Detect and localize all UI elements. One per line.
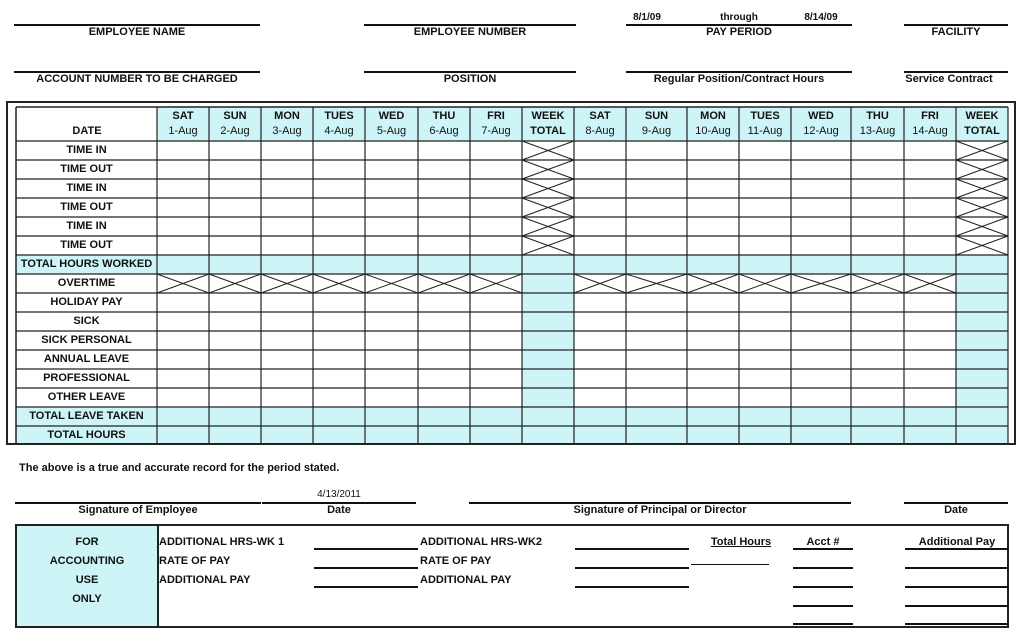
total-row-shading-15 bbox=[16, 426, 1008, 443]
acct-line-4[interactable] bbox=[793, 605, 853, 607]
add-hrs-wk2-label: ADDITIONAL HRS-WK2 bbox=[420, 536, 543, 548]
total-hours-col-label: Total Hours bbox=[710, 536, 772, 548]
rate-of-pay-2-label: RATE OF PAY bbox=[420, 555, 492, 567]
add-hrs-wk1-line[interactable] bbox=[314, 548, 418, 550]
acct-for: FOR bbox=[75, 536, 99, 548]
day-name-header: TUES bbox=[324, 110, 354, 122]
service-contract-label: Service Contract bbox=[905, 73, 993, 85]
day-date-header: 4-Aug bbox=[324, 125, 354, 137]
principal-signature-label: Signature of Principal or Director bbox=[573, 504, 747, 516]
add-pay-line-4[interactable] bbox=[905, 605, 1009, 607]
regular-position-label: Regular Position/Contract Hours bbox=[653, 73, 825, 85]
additional-pay-1-label: ADDITIONAL PAY bbox=[159, 574, 251, 586]
accounting-box bbox=[15, 524, 1009, 628]
employee-number-label: EMPLOYEE NUMBER bbox=[413, 26, 527, 38]
row-label: TOTAL LEAVE TAKEN bbox=[29, 410, 144, 422]
day-name-header: SAT bbox=[589, 110, 611, 122]
day-name-header: SAT bbox=[172, 110, 194, 122]
day-date-header: 9-Aug bbox=[641, 125, 672, 137]
row-label: ANNUAL LEAVE bbox=[43, 353, 130, 365]
account-number-label: ACCOUNT NUMBER TO BE CHARGED bbox=[36, 73, 238, 85]
row-label: OVERTIME bbox=[57, 277, 116, 289]
acct-number-col-label: Acct # bbox=[806, 536, 840, 548]
rate-of-pay-1-label: RATE OF PAY bbox=[159, 555, 231, 567]
row-label: OTHER LEAVE bbox=[47, 391, 126, 403]
day-name-header: MON bbox=[700, 110, 726, 122]
period-end[interactable]: 8/14/09 bbox=[804, 12, 838, 23]
acct-line-3[interactable] bbox=[793, 586, 853, 588]
day-name-header: THU bbox=[432, 110, 456, 122]
day-date-header: 10-Aug bbox=[695, 125, 731, 137]
row-label: TIME OUT bbox=[60, 163, 113, 175]
day-date-header: 5-Aug bbox=[376, 125, 407, 137]
additional-pay-2-line[interactable] bbox=[575, 586, 689, 588]
acct-use: USE bbox=[75, 574, 99, 586]
day-name-header: THU bbox=[866, 110, 889, 122]
row-label: TOTAL HOURS WORKED bbox=[20, 258, 153, 270]
day-date-header: 11-Aug bbox=[747, 125, 783, 137]
acct-line-5[interactable] bbox=[793, 623, 853, 625]
total-hours-line[interactable] bbox=[691, 564, 769, 565]
add-hrs-wk1-label: ADDITIONAL HRS-WK 1 bbox=[159, 536, 285, 548]
day-date-header: 8-Aug bbox=[585, 125, 615, 137]
total-row-shading-6 bbox=[16, 255, 1008, 274]
day-date-header: 13-Aug bbox=[859, 125, 896, 137]
add-pay-line-1[interactable] bbox=[905, 548, 1009, 550]
day-name-header: WED bbox=[378, 110, 405, 122]
day-name-header: WEEK bbox=[965, 110, 999, 122]
day-date-header: 3-Aug bbox=[272, 125, 302, 137]
rate-of-pay-1-line[interactable] bbox=[314, 567, 418, 569]
day-date-header: 7-Aug bbox=[481, 125, 511, 137]
employee-signature-label: Signature of Employee bbox=[78, 504, 198, 516]
signature-date-value[interactable]: 4/13/2011 bbox=[317, 489, 361, 500]
day-name-header: SUN bbox=[644, 110, 669, 122]
add-pay-line-5[interactable] bbox=[905, 623, 1009, 625]
certification-text: The above is a true and accurate record for the period stated. bbox=[19, 462, 340, 474]
additional-pay-1-line[interactable] bbox=[314, 586, 418, 588]
row-label: TIME OUT bbox=[60, 201, 113, 213]
acct-line-2[interactable] bbox=[793, 567, 853, 569]
row-label: TOTAL HOURS bbox=[47, 429, 126, 441]
day-date-header: 12-Aug bbox=[803, 125, 839, 137]
principal-date-label: Date bbox=[944, 504, 968, 516]
acct-only: ONLY bbox=[72, 593, 102, 605]
row-label: TIME OUT bbox=[60, 239, 113, 251]
facility-label: FACILITY bbox=[931, 26, 981, 38]
additional-pay-col-label: Additional Pay bbox=[918, 536, 996, 548]
day-name-header: WED bbox=[808, 110, 834, 122]
timesheet-grid bbox=[6, 101, 1016, 445]
period-start[interactable]: 8/1/09 bbox=[633, 12, 661, 23]
row-label: TIME IN bbox=[66, 144, 107, 156]
acct-accounting: ACCOUNTING bbox=[49, 555, 125, 567]
day-date-header: 2-Aug bbox=[220, 125, 250, 137]
total-row-shading-14 bbox=[16, 407, 1008, 426]
signature-date-label: Date bbox=[327, 504, 351, 516]
day-name-header: MON bbox=[274, 110, 300, 122]
date-header: DATE bbox=[72, 125, 102, 137]
day-name-header: FRI bbox=[487, 110, 505, 122]
position-label: POSITION bbox=[443, 73, 497, 85]
row-label: HOLIDAY PAY bbox=[50, 296, 123, 308]
row-label: SICK PERSONAL bbox=[41, 334, 132, 346]
day-name-header: TUES bbox=[750, 110, 780, 122]
add-hrs-wk2-line[interactable] bbox=[575, 548, 689, 550]
add-pay-line-3[interactable] bbox=[905, 586, 1009, 588]
day-name-header: FRI bbox=[921, 110, 939, 122]
row-label: SICK bbox=[73, 315, 100, 327]
day-date-header: TOTAL bbox=[530, 125, 566, 137]
day-name-header: SUN bbox=[223, 110, 247, 122]
row-label: TIME IN bbox=[66, 220, 107, 232]
day-date-header: 6-Aug bbox=[429, 125, 459, 137]
row-label: TIME IN bbox=[66, 182, 107, 194]
add-pay-line-2[interactable] bbox=[905, 567, 1009, 569]
pay-period-label: PAY PERIOD bbox=[706, 26, 772, 38]
period-through: through bbox=[720, 12, 758, 23]
row-label: PROFESSIONAL bbox=[43, 372, 130, 384]
acct-line-1[interactable] bbox=[793, 548, 853, 550]
day-date-header: 1-Aug bbox=[168, 125, 198, 137]
day-name-header: WEEK bbox=[531, 110, 565, 122]
additional-pay-2-label: ADDITIONAL PAY bbox=[420, 574, 512, 586]
rate-of-pay-2-line[interactable] bbox=[575, 567, 689, 569]
day-date-header: TOTAL bbox=[964, 125, 1000, 137]
day-date-header: 14-Aug bbox=[912, 125, 948, 137]
timesheet-grid-lines bbox=[8, 103, 1014, 443]
employee-name-label: EMPLOYEE NAME bbox=[88, 26, 186, 38]
